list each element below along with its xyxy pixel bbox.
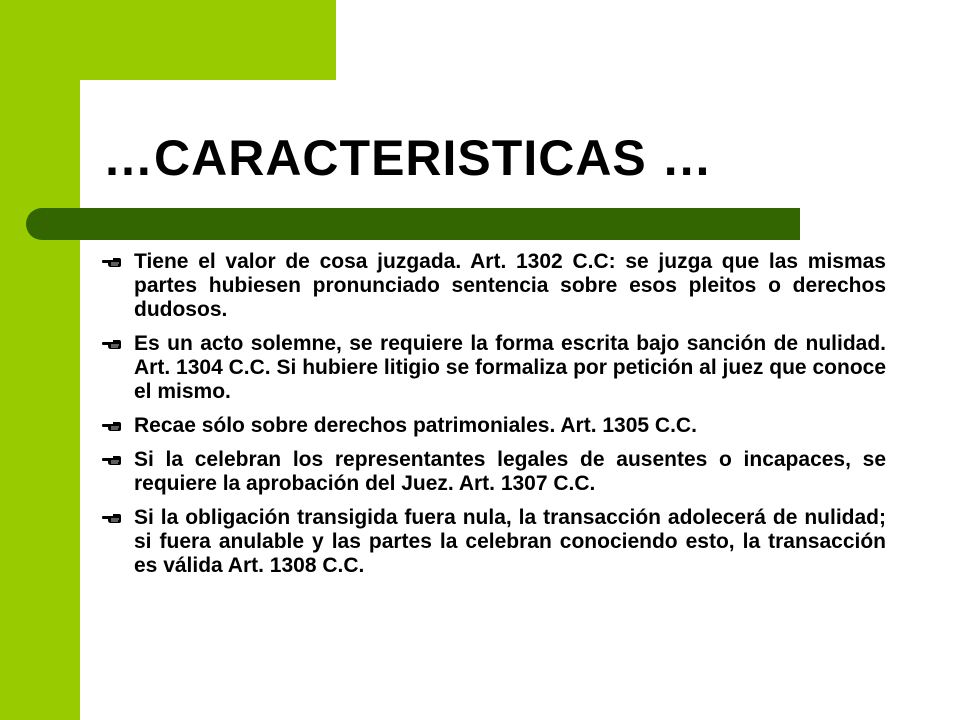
pointing-hand-icon <box>102 256 122 268</box>
bullet-text: Tiene el valor de cosa juzgada. Art. 1302 C.C: se juzga que las mismas partes hubiesen pronunciado sentencia sobre esos pleitos o derechos dudosos. <box>134 250 886 321</box>
list-item <box>100 250 886 322</box>
pointing-hand-icon <box>102 420 122 432</box>
list-item <box>100 506 886 578</box>
bullet-text: Si la celebran los representantes legales de ausentes o incapaces, se requiere la aprobación del Juez. Art. 1307 C.C. <box>134 448 886 495</box>
bullet-list <box>100 250 886 588</box>
pointing-hand-icon <box>102 454 122 466</box>
list-item <box>100 414 886 438</box>
bullet-text: Es un acto solemne, se requiere la forma escrita bajo sanción de nulidad. Art. 1304 C.C. Si hubiere litigio se formaliza por petición al juez que conoce el mismo. <box>134 332 886 403</box>
left-accent-stripe <box>0 0 80 720</box>
bullet-text: Recae sólo sobre derechos patrimoniales. Art. 1305 C.C. <box>134 414 697 437</box>
bullet-text: Si la obligación transigida fuera nula, la transacción adolecerá de nulidad; si fuera anulable y las partes la celebran conociendo esto, la transacción es válida Art. 1308 C.C. <box>134 506 886 577</box>
list-item <box>100 448 886 496</box>
slide-title: …CARACTERISTICAS … <box>103 130 713 186</box>
pointing-hand-icon <box>102 512 122 524</box>
title-underline-bar <box>26 208 800 240</box>
list-item <box>100 332 886 404</box>
pointing-hand-icon <box>102 338 122 350</box>
